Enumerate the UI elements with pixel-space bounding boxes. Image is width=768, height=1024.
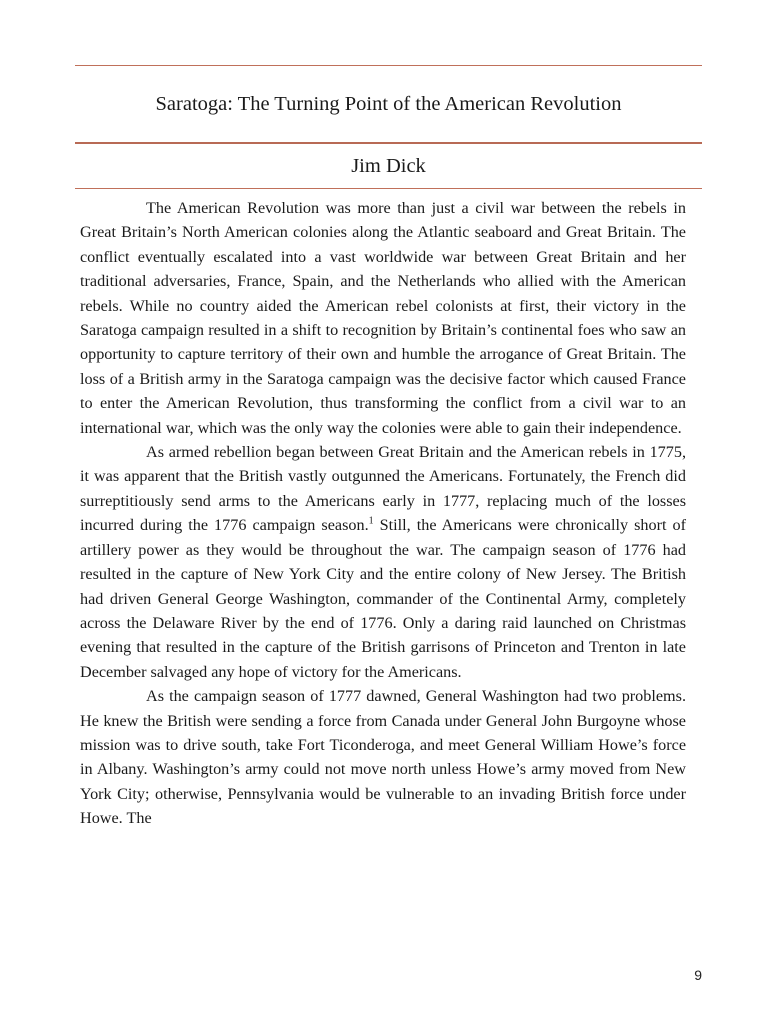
author-name: Jim Dick (351, 155, 426, 177)
page-number: 9 (694, 967, 702, 983)
paragraph-2-text-after-note: Still, the Americans were chronically short of artillery power as they would be throughout the war. The campaign season of 1776 had resulted in the capture of New York City and the entire colony of New Jersey. The British had driven General George Washington, commander of the Continental Army, completely across the Delaware River by the end of 1776. Only a daring raid launched on Christmas evening that resulted in the capture of the British garrisons of Princeton and Trenton in late December salvaged any hope of victory for the Americans. (80, 516, 686, 681)
page-title: Saratoga: The Turning Point of the American Revolution (155, 93, 622, 115)
body-text (80, 196, 686, 831)
paragraph-2-text-before-note: As armed rebellion began between Great Britain and the American rebels in 1775, it was apparent that the British vastly outgunned the Americans. Fortunately, the French did surreptitiously send arms to the Americans early in 1777, replacing much of the losses incurred during the 1776 campaign season. (80, 443, 686, 535)
paragraph-3: As the campaign season of 1777 dawned, General Washington had two problems. He knew the British were sending a force from Canada under General John Burgoyne whose mission was to drive south, take Fort Ticonderoga, and meet General William Howe’s force in Albany. Washington’s army could not move north unless Howe’s army moved from New York City; otherwise, Pennsylvania would be vulnerable to an invading British force under Howe. The (80, 687, 686, 828)
paragraph-1: The American Revolution was more than just a civil war between the rebels in Great Britain’s North American colonies along the Atlantic seaboard and Great Britain. The conflict eventually escalated into a vast worldwide war between Great Britain and her traditional adversaries, France, Spain, and the Netherlands who allied with the American rebels. While no country aided the American rebel colonists at first, their victory in the Saratoga campaign resulted in a shift to recognition by Britain’s continental foes who saw an opportunity to capture territory of their own and humble the arrogance of Great Britain. The loss of a British army in the Saratoga campaign was the decisive factor which caused France to enter the American Revolution, thus transforming the conflict from a civil war to an international war, which was the only way the colonies were able to gain their independence. (80, 199, 686, 437)
author-divider-rule (75, 188, 702, 189)
top-rule (75, 65, 702, 66)
title-divider-rule (75, 142, 702, 144)
paragraph-2 (80, 440, 686, 684)
footnote-reference[interactable]: 1 (368, 515, 374, 527)
